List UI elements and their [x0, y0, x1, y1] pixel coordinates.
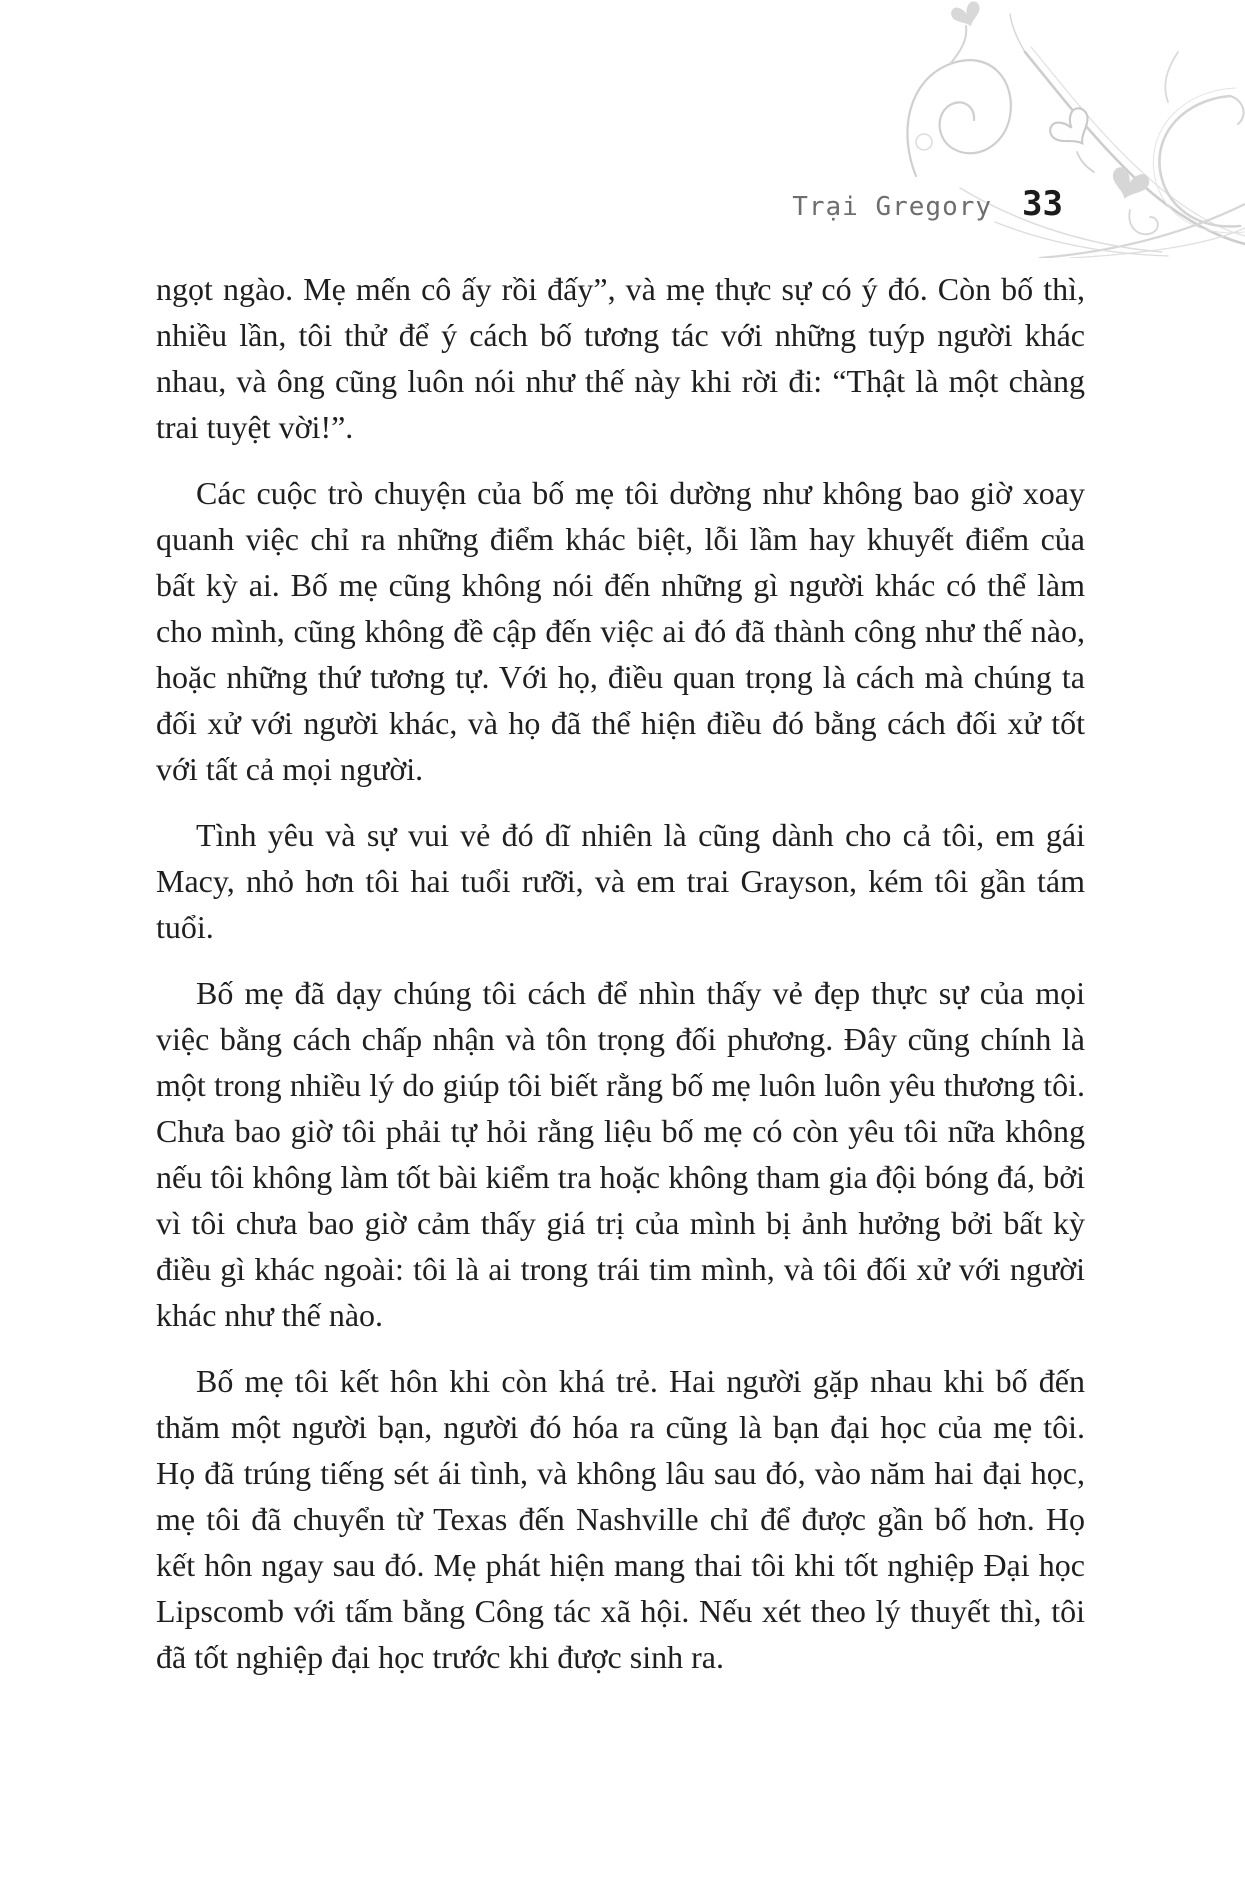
body-paragraph: Bố mẹ tôi kết hôn khi còn khá trẻ. Hai người gặp nhau khi bố đến thăm một người bạn, người đó hóa ra cũng là bạn đại học của mẹ tôi. Họ đã trúng tiếng sét ái tình, và không lâu sau đó, vào năm hai đại học, mẹ tôi đã chuyển từ Texas đến Nashville chỉ để được gần bố hơn. Họ kết hôn ngay sau đó. Mẹ phát hiện mang thai tôi khi tốt nghiệp Đại học Lipscomb với tấm bằng Công tác xã hội. Nếu xét theo lý thuyết thì, tôi đã tốt nghiệp đại học trước khi được sinh ra. — [156, 1363, 1085, 1675]
body-paragraph: Bố mẹ đã dạy chúng tôi cách để nhìn thấy vẻ đẹp thực sự của mọi việc bằng cách chấp nhận và tôn trọng đối phương. Đây cũng chính là một trong nhiều lý do giúp tôi biết rằng bố mẹ luôn luôn yêu thương tôi. Chưa bao giờ tôi phải tự hỏi rằng liệu bố mẹ có còn yêu tôi nữa không nếu tôi không làm tốt bài kiểm tra hoặc không tham gia đội bóng đá, bởi vì tôi chưa bao giờ cảm thấy giá trị của mình bị ảnh hưởng bởi bất kỳ điều gì khác ngoài: tôi là ai trong trái tim mình, và tôi đối xử với người khác như thế nào. — [156, 975, 1085, 1333]
heart-leaf-icon — [949, 0, 1151, 205]
body-paragraph: Tình yêu và sự vui vẻ đó dĩ nhiên là cũng dành cho cả tôi, em gái Macy, nhỏ hơn tôi hai tuổi rưỡi, và em trai Grayson, kém tôi gần tám tuổi. — [156, 817, 1085, 945]
running-header — [792, 184, 1063, 224]
body-paragraph: Các cuộc trò chuyện của bố mẹ tôi dường như không bao giờ xoay quanh việc chỉ ra những điểm khác biệt, lỗi lầm hay khuyết điểm của bất kỳ ai. Bố mẹ cũng không nói đến những gì người khác có thể làm cho mình, cũng không đề cập đến việc ai đó đã thành công như thế nào, hoặc những thứ tương tự. Với họ, điều quan trọng là cách mà chúng ta đối xử với người khác, và họ đã thể hiện điều đó bằng cách đối xử tốt với tất cả mọi người. — [156, 475, 1085, 787]
page-body — [156, 266, 1085, 1700]
body-paragraph: ngọt ngào. Mẹ mến cô ấy rồi đấy”, và mẹ thực sự có ý đó. Còn bố thì, nhiều lần, tôi thử để ý cách bố tương tác với những tuýp người khác nhau, và ông cũng luôn nói như thế này khi rời đi: “Thật là một chàng trai tuyệt vời!”. — [156, 271, 1085, 445]
running-title: Trại Gregory — [792, 192, 993, 222]
page-number: 33 — [1022, 184, 1063, 224]
